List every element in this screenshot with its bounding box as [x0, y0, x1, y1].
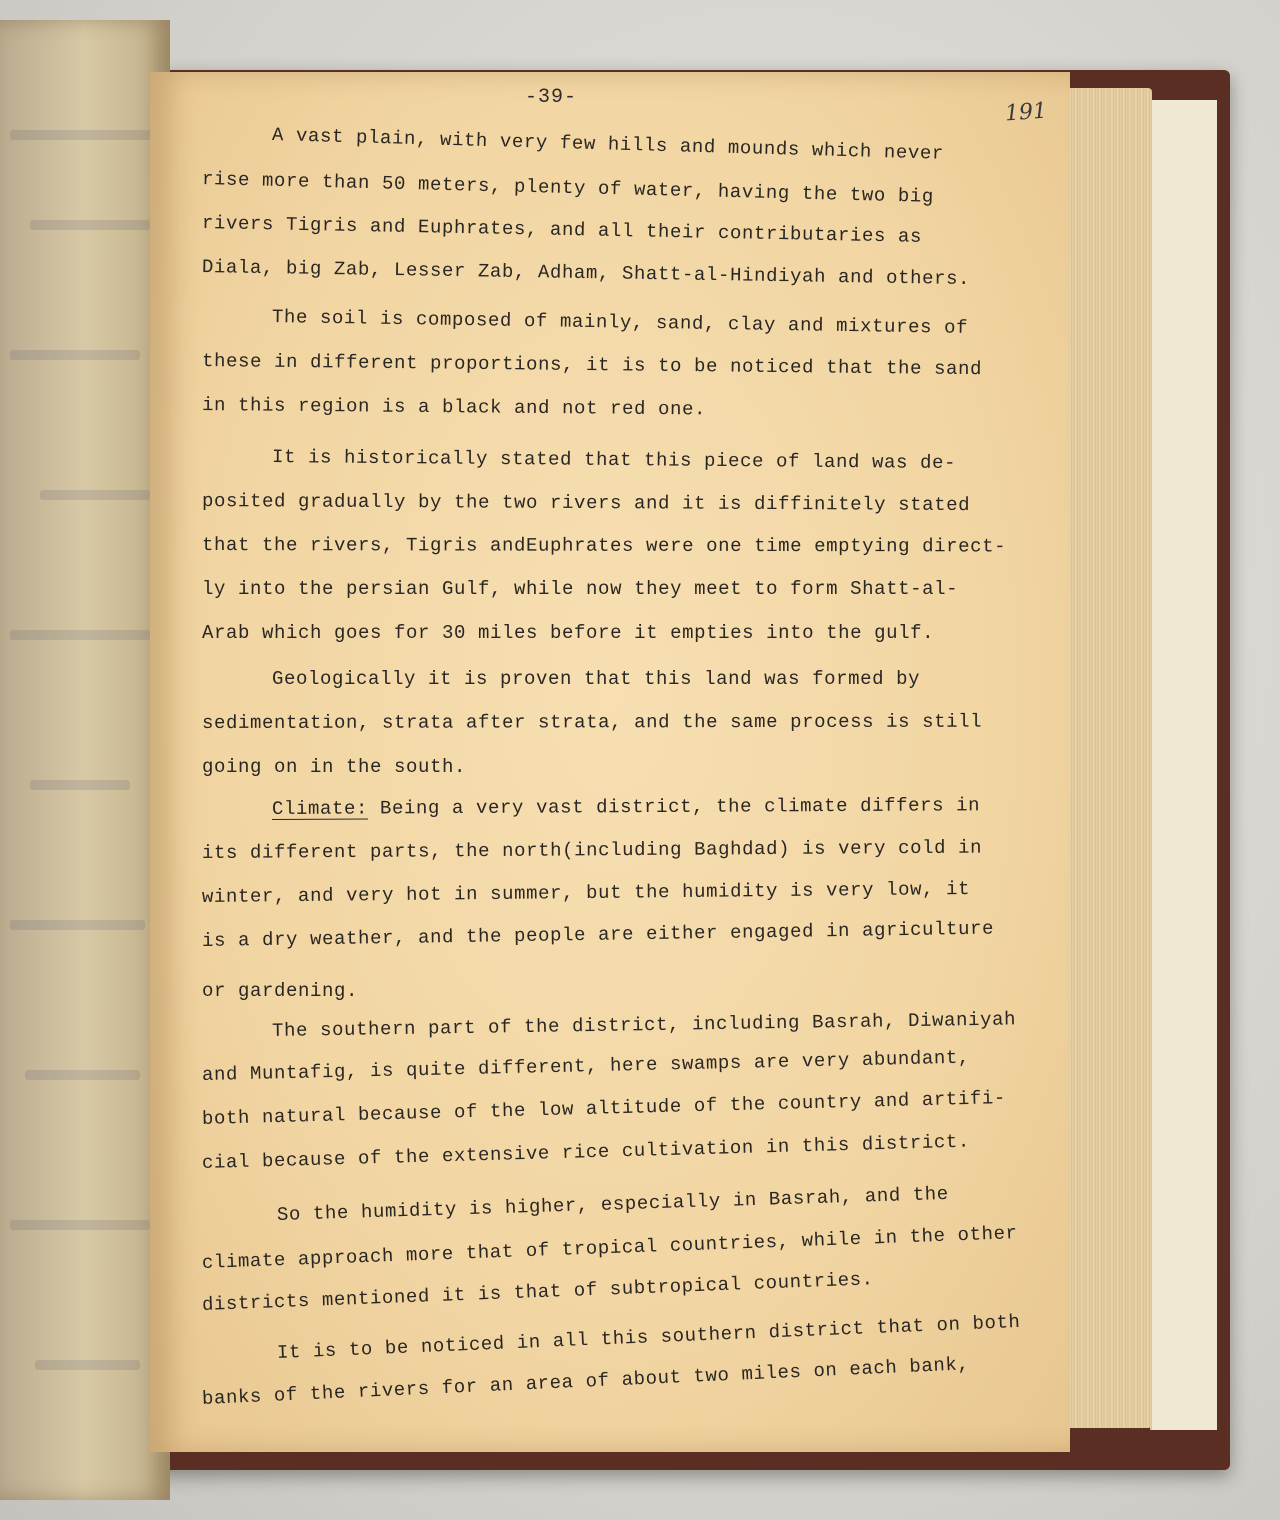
show-through-text [30, 780, 130, 790]
section-heading-climate: Climate: [271, 797, 369, 820]
text-line: and Muntafig, is quite different, here swamps are very abundant, [201, 1046, 971, 1086]
text-line: winter, and very hot in summer, but the humidity is very low, it [201, 877, 971, 908]
show-through-text [40, 490, 150, 500]
text-line: It is historically stated that this piece of land was de- [271, 446, 957, 474]
show-through-text [35, 1360, 140, 1370]
text-line: A vast plain, with very few hills and mounds which never [271, 124, 945, 165]
end-paper [1150, 100, 1217, 1430]
show-through-text [10, 1220, 150, 1230]
page-edges [1060, 88, 1152, 1428]
show-through-text [10, 630, 150, 640]
text-line: sedimentation, strata after strata, and the same process is still [201, 710, 983, 734]
text-line: Diala, big Zab, Lesser Zab, Adham, Shatt-al-Hindiyah and others. [201, 256, 971, 291]
show-through-text [10, 130, 160, 140]
text-line: rise more than 50 meters, plenty of water, having the two big [201, 168, 935, 208]
text-line: these in different proportions, it is to be noticed that the sand [201, 350, 983, 381]
handwritten-folio-number: 191 [1004, 98, 1048, 127]
text-line: climate approach more that of tropical countries, while in the other [201, 1222, 1018, 1274]
show-through-text [30, 220, 150, 230]
text-line: The southern part of the district, including Basrah, Diwaniyah [271, 1008, 1017, 1042]
text-line: going on in the south. [202, 756, 467, 778]
show-through-text [10, 350, 140, 360]
text-line [272, 794, 980, 820]
text-line: districts mentioned it is that of subtropical countries. [201, 1268, 875, 1316]
text-line: The soil is composed of mainly, sand, clay and mixtures of [271, 306, 969, 339]
text-line: rivers Tigris and Euphrates, and all their contributaries as [201, 212, 923, 248]
text-line: both natural because of the low altitude of the country and artifi- [201, 1086, 1007, 1130]
text-line: posited gradually by the two rivers and it is diffinitely stated [201, 490, 971, 517]
facing-page [0, 20, 170, 1500]
text-line: It is to be noticed in all this southern district that on both [276, 1310, 1021, 1364]
text-line: So the humidity is higher, especially in Basrah, and the [276, 1182, 950, 1226]
text-line: that the rivers, Tigris andEuphrates were one time emptying direct- [201, 534, 1007, 558]
text-line: ly into the persian Gulf, while now they meet to form Shatt-al- [202, 578, 959, 600]
text-line: is a dry weather, and the people are either engaged in agriculture [201, 917, 995, 952]
page-number: -39- [525, 86, 578, 109]
text-line: Geologically it is proven that this land was formed by [272, 668, 921, 690]
show-through-text [10, 920, 145, 930]
text-line-content: Being a very vast district, the climate differs in [367, 794, 981, 820]
text-line: Arab which goes for 30 miles before it empties into the gulf. [202, 622, 935, 644]
text-line: its different parts, the north(including Baghdad) is very cold in [201, 836, 983, 864]
text-line: cial because of the extensive rice cultivation in this district. [201, 1130, 971, 1174]
show-through-text [25, 1070, 140, 1080]
text-line: or gardening. [202, 980, 359, 1002]
text-line: in this region is a black and not red one. [201, 394, 707, 421]
text-line: banks of the rivers for an area of about two miles on each bank, [201, 1353, 970, 1410]
document-page [150, 72, 1070, 1452]
